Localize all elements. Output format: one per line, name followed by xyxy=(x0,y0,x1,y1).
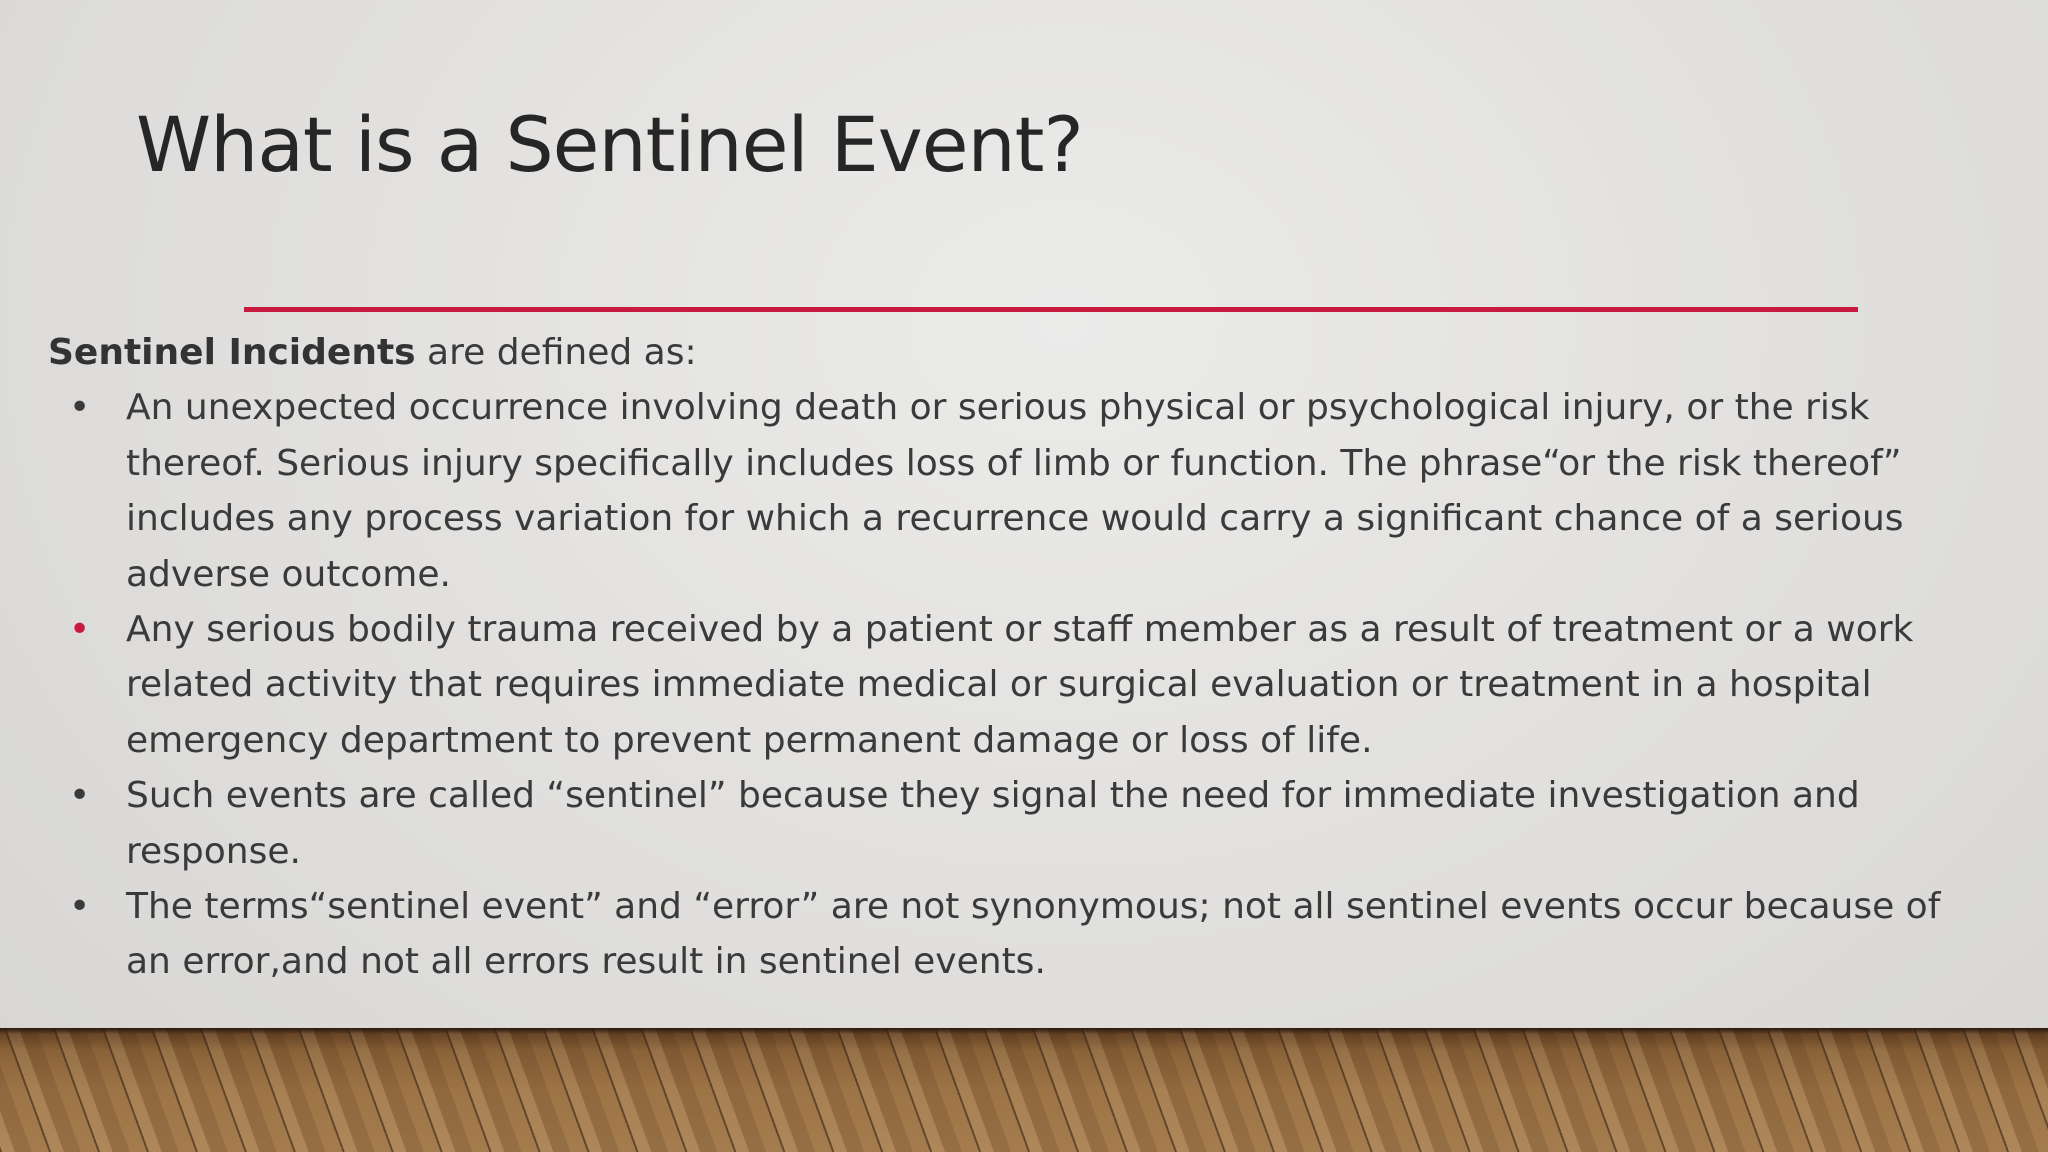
bullet-line: Any serious bodily trauma received by a patient or staff member as a result of treatment or a work xyxy=(126,609,1914,651)
bullet-line: thereof. Serious injury specifically includes loss of limb or function. The phrase“or the risk thereof” xyxy=(126,442,1902,484)
bullet-list xyxy=(48,380,2008,989)
bullet-item xyxy=(48,602,2008,768)
bullet-marker: • xyxy=(69,886,91,928)
bullet-line: The terms“sentinel event” and “error” are not synonymous; not all sentinel events occur because of xyxy=(126,886,1941,928)
bullet-marker: • xyxy=(69,775,91,817)
bullet-line: An unexpected occurrence involving death or serious physical or psychological injury, or the risk xyxy=(126,387,1870,429)
slide-title: What is a Sentinel Event? xyxy=(136,100,1083,189)
bullet-item xyxy=(48,879,2008,990)
bullet-marker: • xyxy=(69,387,91,429)
title-underline xyxy=(244,307,1858,312)
intro-rest: are defined as: xyxy=(415,332,697,373)
intro-bold-term: Sentinel Incidents xyxy=(48,332,416,373)
bullet-line: related activity that requires immediate medical or surgical evaluation or treatment in a hospital xyxy=(126,664,1872,706)
bullet-item xyxy=(48,768,2008,879)
bullet-item xyxy=(48,380,2008,602)
slide-body xyxy=(48,325,2008,990)
bullet-line: adverse outcome. xyxy=(126,553,451,595)
bullet-line: an error,and not all errors result in sentinel events. xyxy=(126,941,1046,983)
wood-floor-image xyxy=(0,1028,2048,1152)
bullet-line: includes any process variation for which a recurrence would carry a significant chance of a serious xyxy=(126,498,1904,540)
bullet-line: response. xyxy=(126,830,301,872)
bullet-marker: • xyxy=(69,609,91,651)
bullet-line: Such events are called “sentinel” because they signal the need for immediate investigation and xyxy=(126,775,1860,817)
bullet-line: emergency department to prevent permanent damage or loss of life. xyxy=(126,719,1373,761)
intro-line xyxy=(48,325,2008,380)
